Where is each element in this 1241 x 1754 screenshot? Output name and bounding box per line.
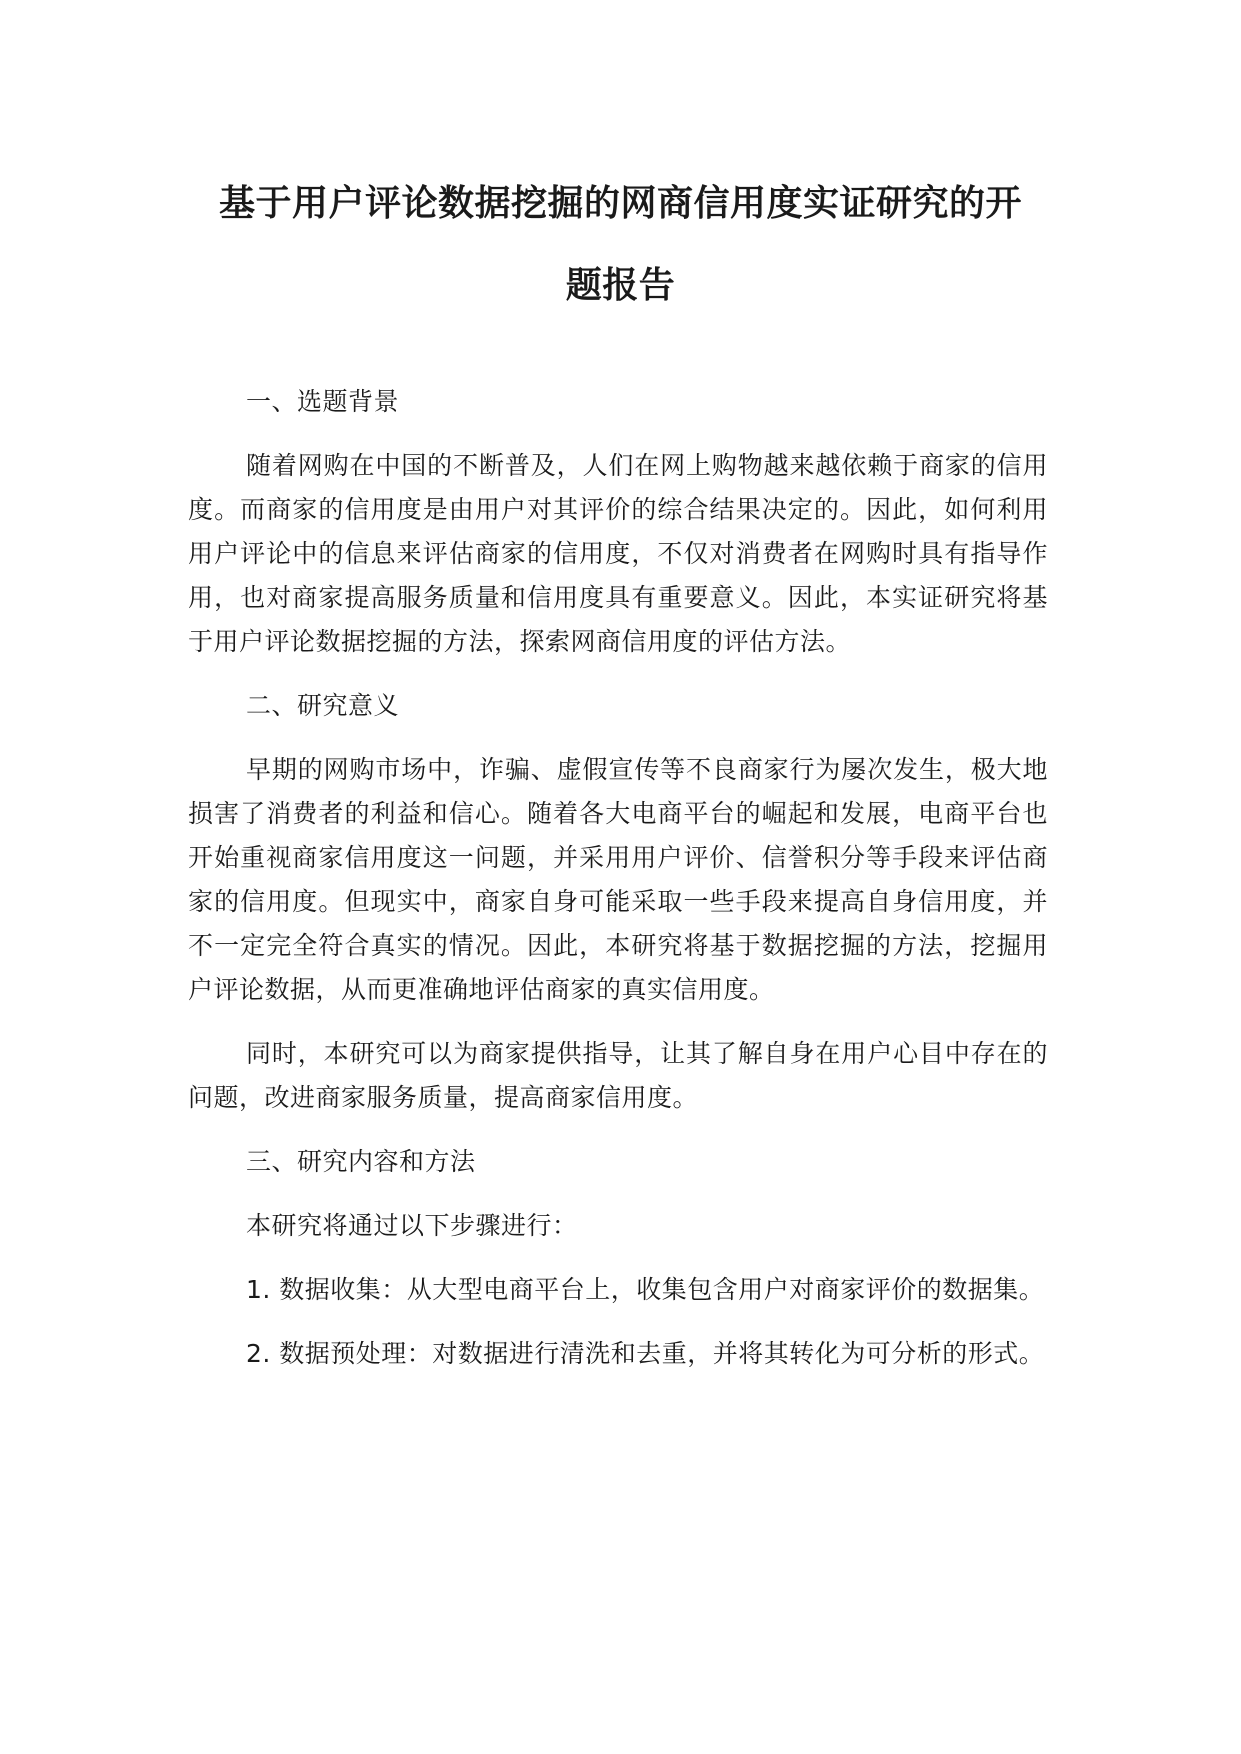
section-heading-significance: 二、研究意义 xyxy=(246,691,400,720)
list-item-data-preprocessing: 2. 数据预处理：对数据进行清洗和去重，并将其转化为可分析的形式。 xyxy=(246,1339,1045,1368)
paragraph-background: 随着网购在中国的不断普及，人们在网上购物越来越依赖于商家的信用度。而商家的信用度是由用户对其评价的综合结果决定的。因此，如何利用用户评论中的信息来评估商家的信用度，不仅对消费者在网购时具有指导作用，也对商家提高服务质量和信用度具有重要意义。因此，本实证研究将基于用户评论数据挖掘的方法，探索网商信用度的评估方法。 xyxy=(188,451,1048,656)
section-heading-content-methods: 三、研究内容和方法 xyxy=(246,1147,476,1176)
list-item-data-collection: 1. 数据收集：从大型电商平台上，收集包含用户对商家评价的数据集。 xyxy=(246,1275,1045,1304)
document-body xyxy=(188,380,1048,1396)
document-title-line-1: 基于用户评论数据挖掘的网商信用度实证研究的开 xyxy=(218,183,1022,224)
paragraph-significance-1: 早期的网购市场中，诈骗、虚假宣传等不良商家行为屡次发生，极大地损害了消费者的利益和信心。随着各大电商平台的崛起和发展，电商平台也开始重视商家信用度这一问题，并采用用户评价、信誉积分等手段来评估商家的信用度。但现实中，商家自身可能采取一些手段来提高自身信用度，并不一定完全符合真实的情况。因此，本研究将基于数据挖掘的方法，挖掘用户评论数据，从而更准确地评估商家的真实信用度。 xyxy=(188,755,1048,1004)
paragraph-steps-intro: 本研究将通过以下步骤进行： xyxy=(246,1211,578,1240)
paragraph-significance-2: 同时，本研究可以为商家提供指导，让其了解自身在用户心目中存在的问题，改进商家服务质量，提高商家信用度。 xyxy=(188,1039,1048,1112)
section-heading-background: 一、选题背景 xyxy=(246,387,400,416)
document-title-line-2: 题报告 xyxy=(565,265,676,306)
